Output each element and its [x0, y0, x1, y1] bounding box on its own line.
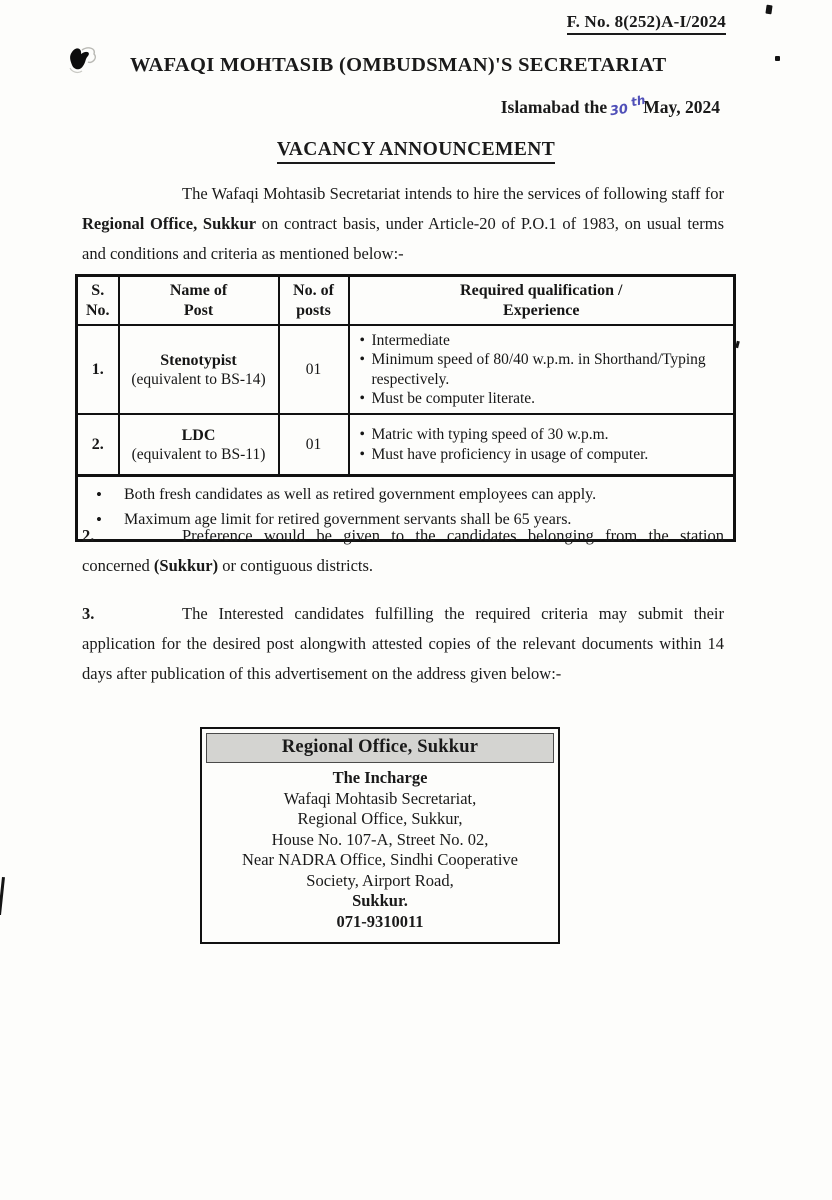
date-suffix: May, 2024: [643, 97, 720, 117]
cell-sno: 2.: [77, 414, 119, 476]
address-line: Regional Office, Sukkur,: [297, 809, 463, 828]
table-row: [77, 325, 735, 414]
header-post: Name of Post: [119, 276, 279, 326]
address-line: 071-9310011: [336, 911, 424, 931]
cell-post: LDC (equivalent to BS-11): [119, 414, 279, 476]
paragraph-2-text-2: or contiguous districts.: [218, 556, 374, 575]
vacancy-table: [75, 274, 736, 542]
qualification-item: • Minimum speed of 80/40 w.p.m. in Shorthand/Typing respectively.: [358, 350, 730, 389]
cell-post: Stenotypist (equivalent to BS-14): [119, 325, 279, 414]
qualification-item: • Must have proficiency in usage of computer.: [358, 445, 730, 465]
organization-title: WAFAQI MOHTASIB (OMBUDSMAN)'S SECRETARIAT: [130, 54, 667, 76]
table-row: [77, 414, 735, 476]
qualification-item: • Must be computer literate.: [358, 389, 730, 409]
header-count: No. of posts: [279, 276, 349, 326]
address-box-body: [202, 763, 558, 942]
cell-sno: 1.: [77, 325, 119, 414]
file-number: F. No. 8(252)A-I/2024: [567, 12, 726, 35]
table-header-row: [77, 276, 735, 326]
address-line: Society, Airport Road,: [306, 870, 454, 890]
address-line: Wafaqi Mohtasib Secretariat,: [283, 788, 477, 808]
intro-bold: Regional Office, Sukkur: [82, 214, 257, 233]
paragraph-3-text: The Interested candidates fulfilling the required criteria may submit their application for the desired post alongwith attested copies of the relevant documents within 14 days after publication of this advertisement on the address given below:-: [82, 604, 724, 683]
address-line: The Incharge: [332, 768, 428, 787]
scan-artifact-dot: [775, 56, 780, 61]
paragraph-3-number: 3.: [82, 604, 95, 623]
header-sno: S. No.: [77, 276, 119, 326]
document-title: VACANCY ANNOUNCEMENT: [0, 139, 832, 161]
handwritten-ordinal: th: [629, 92, 647, 110]
cell-count: 01: [279, 414, 349, 476]
note-item: • Maximum age limit for retired government servants shall be 65 years.: [84, 507, 727, 532]
note-item: • Both fresh candidates as well as retired government employees can apply.: [84, 482, 727, 507]
intro-text-2: on contract basis, under Article-20 of P.O.1 of 1983, on usual terms and conditions and criteria as mentioned below:-: [82, 214, 724, 263]
date-line: [500, 92, 720, 120]
address-line: Sukkur.: [352, 891, 408, 910]
paragraph-2-bold: (Sukkur): [153, 556, 219, 575]
paragraph-2-number: 2.: [82, 526, 95, 545]
header-qualification: Required qualification / Experience: [349, 276, 735, 326]
date-prefix: Islamabad the: [500, 97, 608, 117]
cell-qualifications: [349, 414, 735, 476]
qualification-item: • Matric with typing speed of 30 w.p.m.: [358, 425, 730, 445]
emblem-smudge-icon: [58, 44, 110, 100]
cell-qualifications: [349, 325, 735, 414]
scan-artifact-left-edge: [0, 877, 5, 915]
paragraph-2: [82, 521, 724, 581]
handwritten-day: 30: [609, 101, 630, 120]
intro-text-1: The Wafaqi Mohtasib Secretariat intends to hire the services of following staff for: [182, 184, 724, 203]
paragraph-3: [82, 599, 724, 689]
address-line: House No. 107-A, Street No. 02,: [271, 829, 489, 849]
address-line: Near NADRA Office, Sindhi Cooperative: [241, 850, 518, 869]
intro-paragraph: [82, 179, 724, 269]
qualification-item: • Intermediate: [358, 331, 730, 351]
cell-count: 01: [279, 325, 349, 414]
scan-artifact-tick: [765, 5, 772, 15]
paragraph-2-text-1: Preference would be given to the candidates belonging from the station concerned: [82, 526, 724, 575]
scan-artifact-quote: [735, 341, 740, 349]
address-box: [200, 727, 560, 944]
address-box-header: Regional Office, Sukkur: [206, 733, 554, 763]
